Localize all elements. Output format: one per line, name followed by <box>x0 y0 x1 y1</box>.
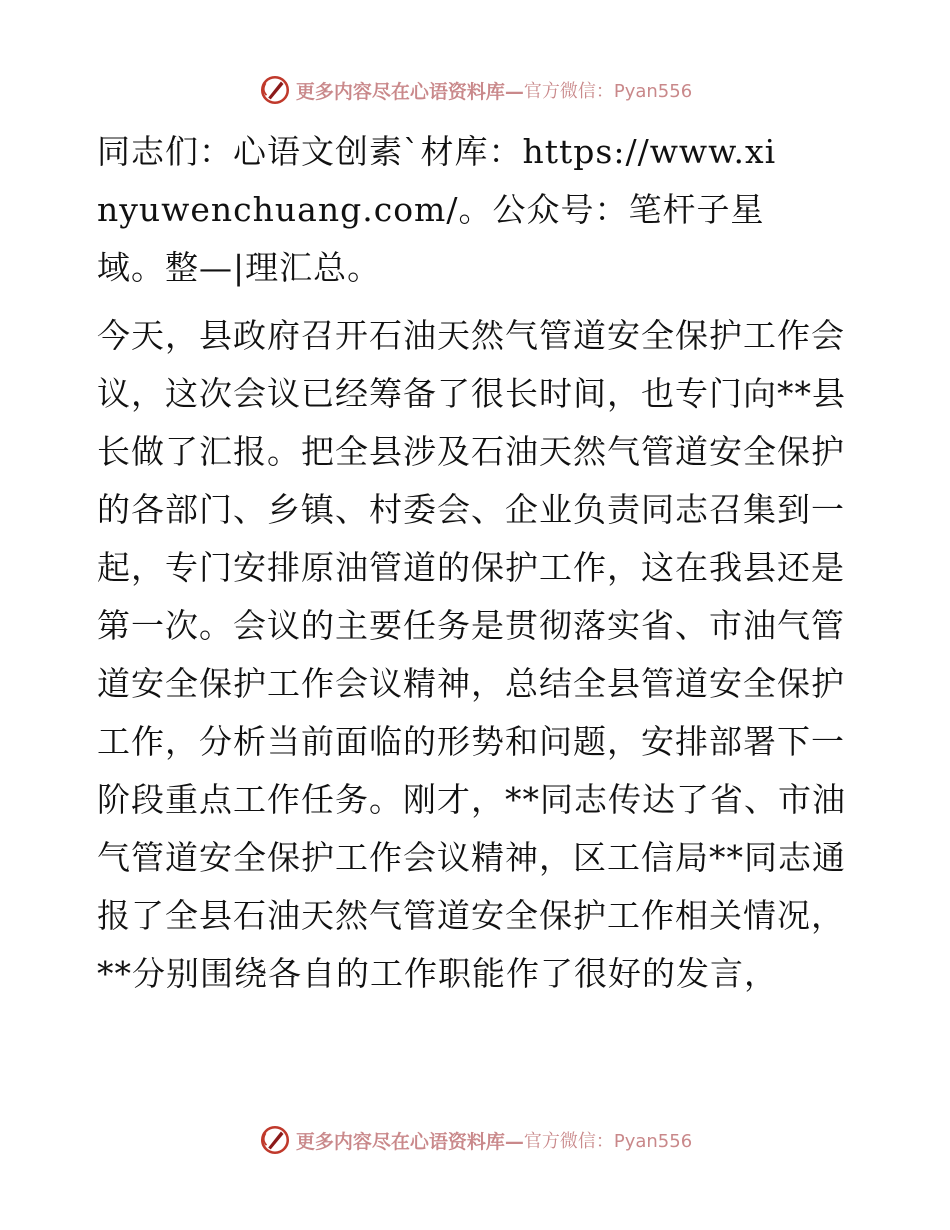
banner-title: 更多内容尽在心语资料库— <box>295 1130 524 1153</box>
banner-wechat-id: 官方微信：Pyan556 <box>523 81 693 102</box>
body-paragraph: 今天，县政府召开石油天然气管道安全保护工作会议，这次会议已经筹备了很长时间，也专门向**县长做了汇报。把全县涉及石油天然气管道安全保护的各部门、乡镇、村委会、企业负责同志召集到一起，专门安排原油管道的保护工作，这在我县还是第一次。会议的主要任务是贯彻落实省、市油气管道安全保护工作会议精神，总结全县管道安全保护工作，分析当前面临的形势和问题，安排部署下一阶段重点工作任务。刚才，**同志传达了省、市油气管道安全保护工作会议精神，区工信局**同志通报了全县石油天然气管道安全保护工作相关情况，**分别围绕各自的工作职能作了很好的发言， <box>97 316 846 993</box>
header-banner <box>0 70 950 110</box>
banner-title: 更多内容尽在心语资料库— <box>295 80 524 103</box>
document-body <box>97 123 857 1003</box>
brand-logo-icon <box>258 1123 292 1157</box>
footer-banner <box>0 1120 950 1160</box>
banner-wechat-id: 官方微信：Pyan556 <box>523 1131 693 1152</box>
brand-logo-icon <box>258 73 292 107</box>
intro-paragraph: 同志们：心语文创素`材库：https://www.xinyuwenchuang.com/。公众号：笔杆子星域。整—|理汇总。 <box>97 132 777 287</box>
